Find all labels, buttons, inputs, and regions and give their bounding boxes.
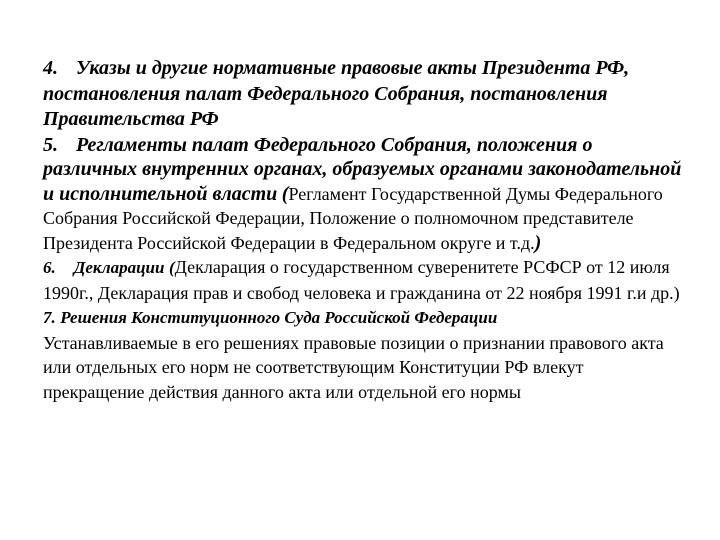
item-5-number: 5. — [43, 133, 58, 156]
list-item-7 — [43, 305, 683, 404]
list-item-5 — [43, 133, 683, 256]
item-6-heading: Декларации — [73, 258, 165, 277]
item-6-number: 6. — [43, 258, 56, 277]
item-7-details: Устанавливаемые в его решениях правовые позиции о признании правового акта или отдельных его норм не соответствующим Конституции РФ влекут прекращение действия данного акта или отдельной его нормы — [43, 332, 664, 402]
text-block — [43, 56, 683, 404]
item-5-open-paren: ( — [281, 182, 289, 205]
item-6-details: Декларация о государственном суверенитете РСФСР от 12 июля 1990г., Декларация прав и свобод человека и гражданина от 22 ноября 1991 г.и др.) — [43, 257, 680, 303]
item-5-close-paren: ) — [534, 231, 542, 254]
item-7-number: 7. — [43, 308, 56, 327]
item-5-heading: Регламенты палат Федерального Собрания, положения о различных внутренних органах, образуемых органами законодательной и исполнительной власти — [43, 133, 682, 205]
item-7-heading: Решения Конституционного Суда Российской Федерации — [60, 308, 498, 327]
item-6-open-paren: ( — [168, 258, 175, 277]
item-5-details: Регламент Государственной Думы Федерального Собрания Российской Федерации, Положение о полномочном представителе Президента Российской Федерации в Федеральном округе и т.д. — [43, 183, 663, 253]
list-item-4 — [43, 56, 683, 133]
item-4-number: 4. — [43, 57, 58, 79]
item-4-heading: Указы и другие нормативные правовые акты Президента РФ, постановления палат Федерального Собрания, постановления Правительства РФ — [43, 57, 630, 130]
list-item-6 — [43, 255, 683, 305]
